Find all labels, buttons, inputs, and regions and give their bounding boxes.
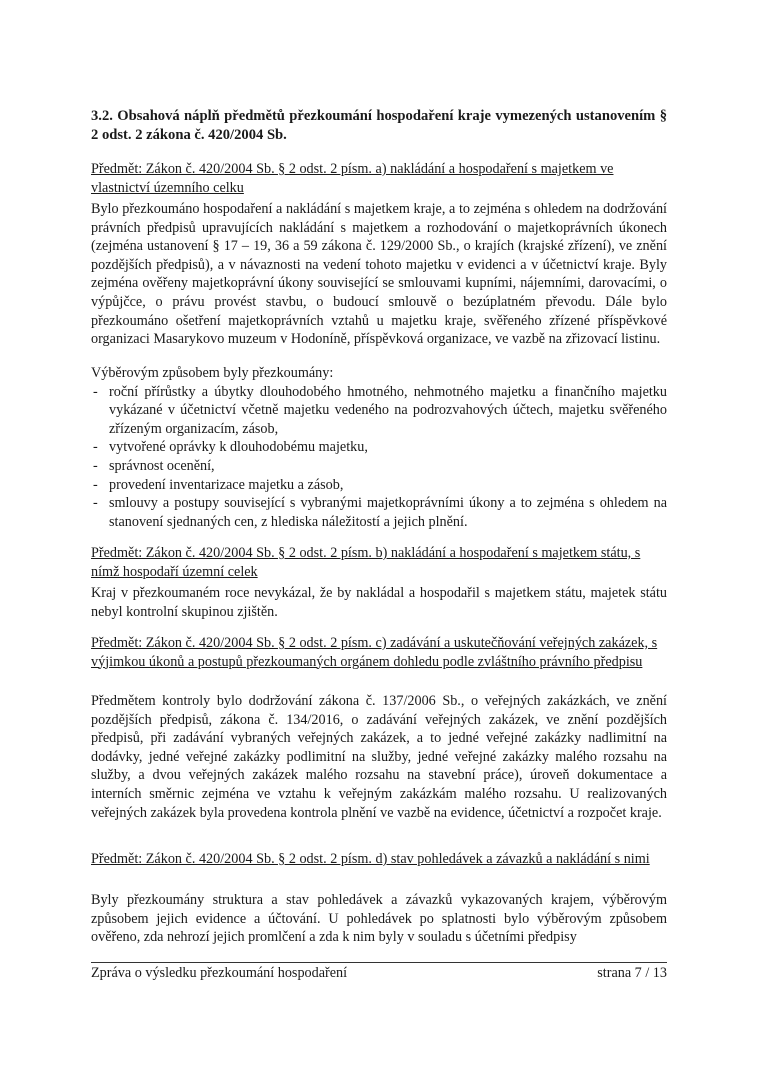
list-item: - správnost ocenění, <box>91 457 667 476</box>
subject-d-heading: Předmět: Zákon č. 420/2004 Sb. § 2 odst. 2 písm. d) stav pohledávek a závazků a nakládání s nimi <box>91 851 650 867</box>
list-item: - provedení inventarizace majetku a zásob, <box>91 476 667 495</box>
subject-c-paragraph: Předmětem kontroly bylo dodržování zákona č. 137/2006 Sb., o veřejných zakázkách, ve znění pozdějších předpisů, zákona č. 134/2016, o zadávání veřejných zakázek, ve znění pozdějších předpisů, při zadávání vybraných veřejných zakázek, a to jedné veřejné zakázky nadlimitní na dodávky, jedné veřejné zakázky podlimitní na služby, jedné veřejné zakázky malého rozsahu na služby, a dvou veřejných zakázek malého rozsahu na stavební práce), úroveň dokumentace a interních směrnic zejména ve vztahu k veřejným zakázkám malého rozsahu. U realizovaných veřejných zakázek byla provedena kontrola plnění ve vazbě na evidence, účetnictví a rozpočet kraje. <box>91 693 667 821</box>
list-item: - roční přírůstky a úbytky dlouhodobého hmotného, nehmotného majetku a finančního majetku vykázané v účetnictví včetně majetku vedeného na podrozvahových účtech, majetku svěřeného zřízeným organizacím, zásob, <box>91 383 667 439</box>
subject-a-list-intro: Výběrovým způsobem byly přezkoumány: <box>91 365 334 381</box>
subject-a-body <box>91 200 667 349</box>
subject-a-list-block <box>91 364 667 531</box>
list-item: - smlouvy a postupy související s vybranými majetkoprávními úkony a to zejména s ohledem na stanovení sjednaných cen, z hlediska náležitostí a jejich plnění. <box>91 494 667 531</box>
subject-a-heading: Předmět: Zákon č. 420/2004 Sb. § 2 odst. 2 písm. a) nakládání a hospodaření s majetkem ve vlastnictví územního celku <box>91 161 614 196</box>
footer-divider <box>91 962 667 963</box>
subject-c-heading: Předmět: Zákon č. 420/2004 Sb. § 2 odst. 2 písm. c) zadávání a uskutečňování veřejných zakázek, s výjimkou úkonů a postupů přezkoumaných orgánem dohledu podle zvláštního právního předpisu <box>91 635 658 670</box>
footer-page-number: strana 7 / 13 <box>597 965 667 981</box>
list-item: - vytvořené oprávky k dlouhodobému majetku, <box>91 438 667 457</box>
subject-c-body <box>91 692 667 822</box>
subject-a-list <box>91 383 667 532</box>
subject-b-heading: Předmět: Zákon č. 420/2004 Sb. § 2 odst. 2 písm. b) nakládání a hospodaření s majetkem státu, s nímž hospodaří územní celek <box>91 545 641 580</box>
section-heading: 3.2. Obsahová náplň předmětů přezkoumání hospodaření kraje vymezených ustanovením § 2 odst. 2 zákona č. 420/2004 Sb. <box>91 108 667 143</box>
subject-d-paragraph: Byly přezkoumány struktura a stav pohledávek a závazků vykazovaných krajem, výběrovým způsobem jejich evidence a účtování. U pohledávek po splatnosti bylo výběrovým způsobem ověřeno, zda nehrozí jejich promlčení a zda k nim byly v souladu s účetními předpisy <box>91 892 667 946</box>
subject-d-body <box>91 891 667 947</box>
footer-report-title: Zpráva o výsledku přezkoumání hospodaření <box>91 965 348 981</box>
subject-a-paragraph: Bylo přezkoumáno hospodaření a nakládání s majetkem kraje, a to zejména s ohledem na dodržování právních předpisů upravujících nakládání s majetkem a rozhodování o majetkoprávních úkonech (zejména ustanovení § 17 – 19, 36 a 59 zákona č. 129/2000 Sb., o krajích (krajské zřízení), ve znění pozdějších předpisů), a v návaznosti na vedení tohoto majetku v evidenci a v účetnictví kraje. Byly zejména ověřeny majetkoprávní úkony související se smlouvami kupními, nájemními, darovacími, o výpůjčce, o právu provést stavbu, o budoucí smlouvě o bezúplatném převodu. Dále bylo přezkoumáno ošetření majetkoprávních vztahů u majetku kraje, svěřeného zřízené příspěvkové organizaci Masarykovo muzeum v Hodoníně, příspěvková organizace, ve vazbě na zřizovací listinu. <box>91 201 667 348</box>
subject-b-paragraph: Kraj v přezkoumaném roce nevykázal, že by nakládal a hospodařil s majetkem státu, majetek státu nebyl kontrolní skupinou zjištěn. <box>91 585 667 620</box>
subject-b-body <box>91 584 667 621</box>
